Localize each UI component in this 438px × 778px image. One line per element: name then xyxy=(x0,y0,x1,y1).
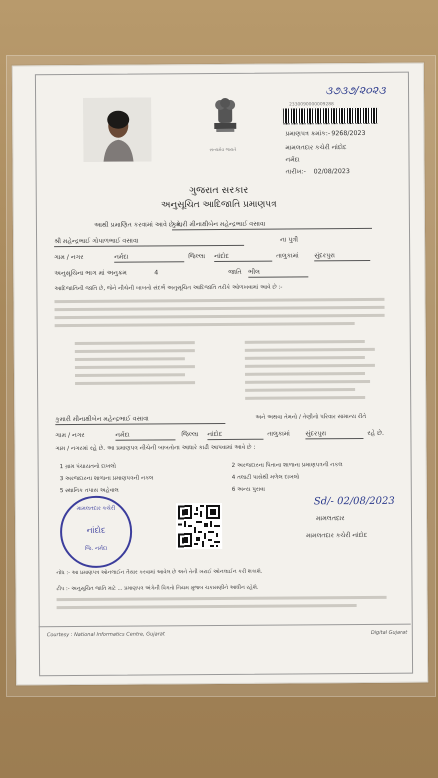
document-1: 1 ગ્રામ પંચાયતનો દાખલો xyxy=(59,463,117,471)
document-3: 3 અરજદારના શાળાના પ્રમાણપત્રની નકલ xyxy=(59,475,154,483)
caste: ભીલ xyxy=(248,268,308,277)
certificate-paper xyxy=(12,63,428,686)
second-district: નાંદોદ xyxy=(207,431,263,440)
barcode-number: 2330090000009288 xyxy=(289,102,334,108)
signature-title: મામલતદાર xyxy=(315,514,345,523)
second-taluka: સુંદરપુરા xyxy=(305,430,363,439)
date-label: તારીખ:- xyxy=(285,168,306,176)
second-taluka-label: તાલુકામાં xyxy=(267,430,290,438)
note-1: નોંધ :- આ પ્રમાણપત્ર ઓનલાઈન તૈયાર કરવામાં આવેલ છે અને તેની ખરાઈ ઓનલાઈન કરી શકાશે. xyxy=(56,568,263,577)
footer-right: Digital Gujarat xyxy=(370,629,408,636)
second-tail: રહે છે. xyxy=(367,429,385,437)
candidate-name: કુમારી મીનાક્ષીબેન મહેન્દ્રભાઈ વસાવા xyxy=(172,220,372,230)
schedule-label: અનુસૂચિના ભાગ માં અનુક્રમ xyxy=(54,269,127,278)
village: નર્મદા xyxy=(114,253,184,262)
second-village: નર્મદા xyxy=(115,431,175,440)
certificate-title: અનુસૂચિત આદિજાતિ પ્રમાણપત્ર xyxy=(160,199,277,211)
seal-outer-text: મામલતદાર કચેરી xyxy=(76,505,116,513)
second-line-right: અને અથવા તેમનો / તેણીનો પરિવાર સામાન્ય રીતે xyxy=(255,413,367,421)
signature-office: મામલતદાર કચેરી નાંદોદ xyxy=(306,531,368,540)
schedule-number: 4 xyxy=(154,269,159,277)
national-emblem-icon xyxy=(205,95,245,145)
relation-label: ના પુત્રી xyxy=(280,236,299,244)
barcode xyxy=(283,108,377,125)
intro-text: આથી પ્રમાણિત કરવામાં આવે છે કે, xyxy=(93,221,183,229)
second-district-prefix: જિલ્લા xyxy=(181,431,199,439)
seal-center-text: નાંદોદ xyxy=(86,525,106,535)
applicant-photo xyxy=(83,97,151,161)
address-prefix: ગામ / નગર xyxy=(54,253,84,262)
office-seal xyxy=(60,496,133,569)
document-6: 6 અન્ય પુરાવા xyxy=(231,486,265,493)
cert-no-label: પ્રમાણપત્ર ક્રમાંક:- xyxy=(285,130,331,138)
taluka-label: તાલુકામાં xyxy=(276,252,299,260)
office-district: નર્મદા xyxy=(285,156,300,164)
qr-code xyxy=(176,503,222,549)
footer-left: Courtesy : National Informatics Centre, Gujarat xyxy=(46,631,165,639)
cert-no: 9268/2023 xyxy=(331,129,366,138)
taluka: સુંદરપુરા xyxy=(314,252,370,261)
second-candidate-name: કુમારી મીનાક્ષીબેન મહેન્દ્રભાઈ વસાવા xyxy=(55,415,225,425)
second-address-prefix: ગામ / નગર xyxy=(55,431,85,440)
document-2: 2 અરજદારના પિતાના શાળાના પ્રમાણપત્રની નકલ xyxy=(231,462,343,469)
district-prefix: જિલ્લા xyxy=(188,253,206,261)
caste-label: જાતિ xyxy=(228,268,242,276)
issue-date: 02/08/2023 xyxy=(313,168,350,176)
documents-intro: ગામ / નગરમાં રહે છે. આ પ્રમાણપત્ર નીચેની બાબતોના આધારે કાઢી આપવામાં આવે છે : xyxy=(55,444,256,453)
gov-heading: ગુજરાત સરકાર xyxy=(189,184,249,197)
document-4: 4 તલાટી પાસેથી મળેલ દાખલો xyxy=(231,474,300,481)
father-name: શ્રી મહેન્દ્રભાઈ ગોપાળભાઈ વસાવા xyxy=(54,237,244,247)
reference-line: આદિજાતિની જાતિ છે, જેને નીચેની બાબતો સંદર્ભે અનુસૂચિત આદિજાતિ તરીકે ઓળખવામાં આવે છે :- xyxy=(54,284,283,293)
emblem-caption: સત્યમેવ જયતે xyxy=(209,147,237,154)
handwritten-number: ૩૭૩૭/૨૦૨૩ xyxy=(324,83,386,98)
signature-scribble: Sd/- 02/08/2023 xyxy=(313,495,395,508)
district: નાંદોદ xyxy=(214,253,272,262)
note-2: ટીપ :- અનુસૂચિત જાતિ માટે ... પ્રમાણપત્ર અંગેની વિગતો નિયમ મુજબ ચકાસણીને આધીન રહેશે. xyxy=(56,584,259,593)
seal-bottom-text: જિ. નર્મદા xyxy=(85,545,108,552)
document-5: 5 સ્થાનિક તપાસ અહેવાલ xyxy=(59,487,119,495)
office-name: મામલતદાર કચેરી નાંદોદ xyxy=(285,144,347,152)
